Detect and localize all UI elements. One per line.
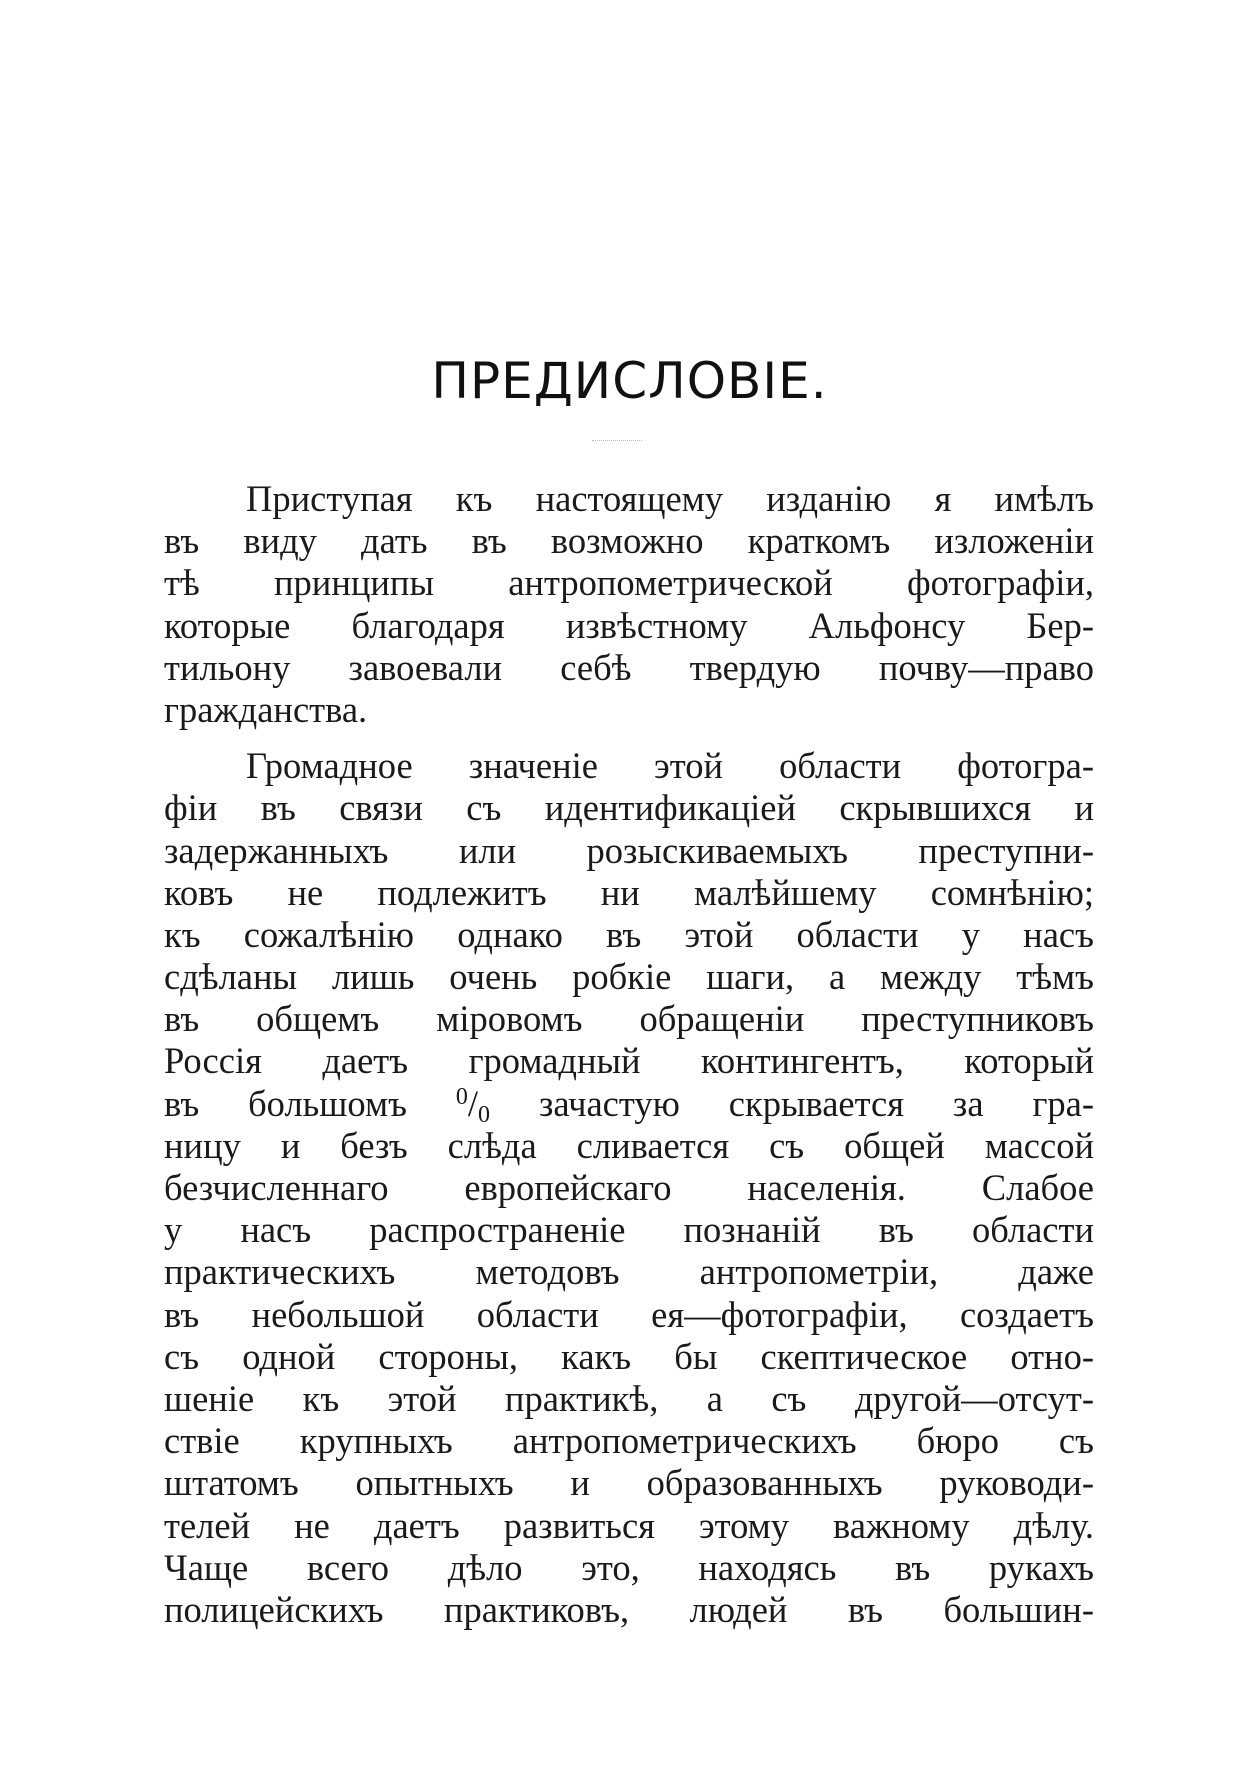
paragraph-gap <box>164 731 1094 745</box>
text-line: полицейскихъ практиковъ, людей въ большин- <box>164 1588 1094 1630</box>
text-line: въ виду дать въ возможно краткомъ изложеніи <box>164 520 1094 562</box>
text-line: сдѣланы лишь очень робкіе шаги, а между тѣмъ <box>164 956 1094 998</box>
text-line: телей не даетъ развиться этому важному дѣлу. <box>164 1504 1094 1546</box>
title-separator <box>592 440 642 441</box>
text-line: въ небольшой области ея—фотографіи, создаетъ <box>164 1293 1094 1335</box>
percent-sub: 0 <box>478 1101 491 1128</box>
percent-sup: 0 <box>455 1083 468 1110</box>
text-line: ницу и безъ слѣда сливается съ общей массой <box>164 1124 1094 1166</box>
text-line: Россія даетъ громадный контингентъ, который <box>164 1040 1094 1082</box>
text-line: ствіе крупныхъ антропометрическихъ бюро съ <box>164 1420 1094 1462</box>
text-line: Чаще всего дѣло это, находясь въ рукахъ <box>164 1546 1094 1588</box>
text-line: тильону завоевали себѣ твердую почву—право <box>164 646 1094 688</box>
percent-sign <box>455 1082 491 1128</box>
text-line: гражданства. <box>164 688 368 730</box>
text-line: тѣ принципы антропометрической фотографіи, <box>164 562 1094 604</box>
text-line-percent <box>164 1082 1095 1128</box>
text-line: въ общемъ міровомъ обращеніи преступниковъ <box>164 998 1094 1040</box>
paragraph-2 <box>164 745 1094 1631</box>
paragraph-1 <box>164 478 1094 731</box>
text-line: къ сожалѣнію однако въ этой области у насъ <box>164 913 1094 955</box>
text-line: фіи въ связи съ идентификаціей скрывшихся и <box>164 787 1094 829</box>
text-line: ковъ не подлежитъ ни малѣйшему сомнѣнію; <box>164 871 1094 913</box>
percent-line-after: зачастую скрывается за гра- <box>538 1082 1095 1124</box>
text-line: безчисленнаго европейскаго населенія. Слабое <box>164 1167 1094 1208</box>
text-line: шеніе къ этой практикѣ, а съ другой—отсут- <box>164 1377 1094 1419</box>
text-line: у насъ распространеніе познаній въ области <box>164 1209 1094 1251</box>
page-title: ПРЕДИСЛОВІЕ. <box>431 352 828 410</box>
text-line: съ одной стороны, какъ бы скептическое отно- <box>164 1335 1094 1377</box>
text-line: Приступая къ настоящему изданію я имѣлъ <box>246 478 1094 519</box>
text-line: практическихъ методовъ антропометріи, даже <box>164 1251 1094 1293</box>
text-line: задержанныхъ или розыскиваемыхъ преступни- <box>164 829 1094 871</box>
text-line: штатомъ опытныхъ и образованныхъ руководи- <box>164 1462 1094 1504</box>
text-line: Громадное значеніе этой области фотогра- <box>246 745 1094 787</box>
text-line: которые благодаря извѣстному Альфонсу Бер- <box>164 604 1094 646</box>
percent-line-before: въ большомъ <box>164 1082 407 1124</box>
percent-slash: / <box>467 1082 479 1124</box>
preface-text <box>164 478 1094 1631</box>
